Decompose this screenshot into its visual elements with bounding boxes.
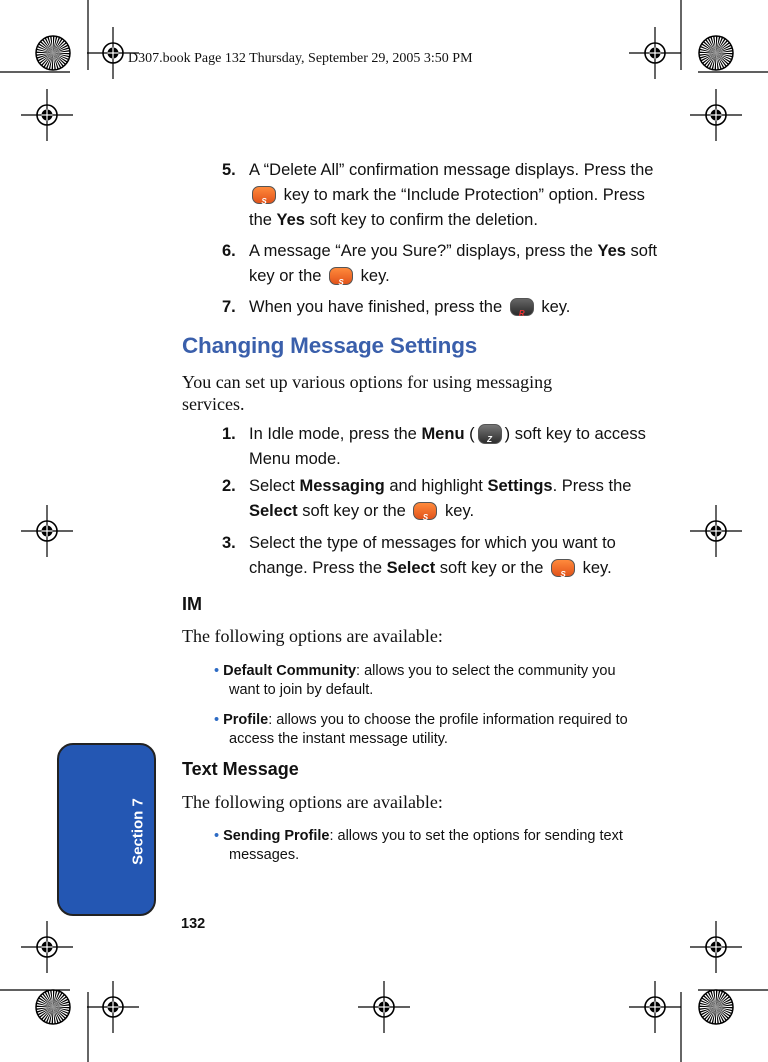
step-number: 6. xyxy=(222,242,236,260)
menu-key-icon: Z xyxy=(478,424,502,444)
text-message-lead: The following options are available: xyxy=(182,792,443,812)
list-item: • Profile: allows you to choose the profile information required to access the instant message utility. xyxy=(214,712,628,747)
send-key-icon: S xyxy=(252,186,276,204)
list-item: • Sending Profile: allows you to set the options for sending text messages. xyxy=(214,828,623,863)
step-number: 2. xyxy=(222,477,236,495)
step-number: 7. xyxy=(222,298,236,316)
list-item: • Default Community: allows you to select the community you want to join by default. xyxy=(214,663,616,698)
section-tab-label: Section 7 xyxy=(129,798,147,865)
step-line: A “Delete All” confirmation message displays. Press the xyxy=(249,161,654,179)
end-key-icon: R xyxy=(510,298,534,316)
im-lead: The following options are available: xyxy=(182,626,443,646)
step-number: 5. xyxy=(222,161,236,179)
send-key-icon: S xyxy=(551,559,575,577)
page-number: 132 xyxy=(181,916,206,932)
intro-paragraph: You can set up various options for using messaging services. xyxy=(182,372,553,414)
step-number: 3. xyxy=(222,534,236,552)
send-key-icon: S xyxy=(329,267,353,285)
bullet-icon: • xyxy=(214,663,220,679)
send-key-icon: S xyxy=(413,502,437,520)
bullet-icon: • xyxy=(214,712,220,728)
print-header: D307.book Page 132 Thursday, September 29, 2005 3:50 PM xyxy=(128,51,473,66)
step-number: 1. xyxy=(222,425,236,443)
im-heading: IM xyxy=(182,594,202,614)
text-message-heading: Text Message xyxy=(182,759,299,779)
section-heading: Changing Message Settings xyxy=(182,333,478,358)
bullet-icon: • xyxy=(214,828,220,844)
